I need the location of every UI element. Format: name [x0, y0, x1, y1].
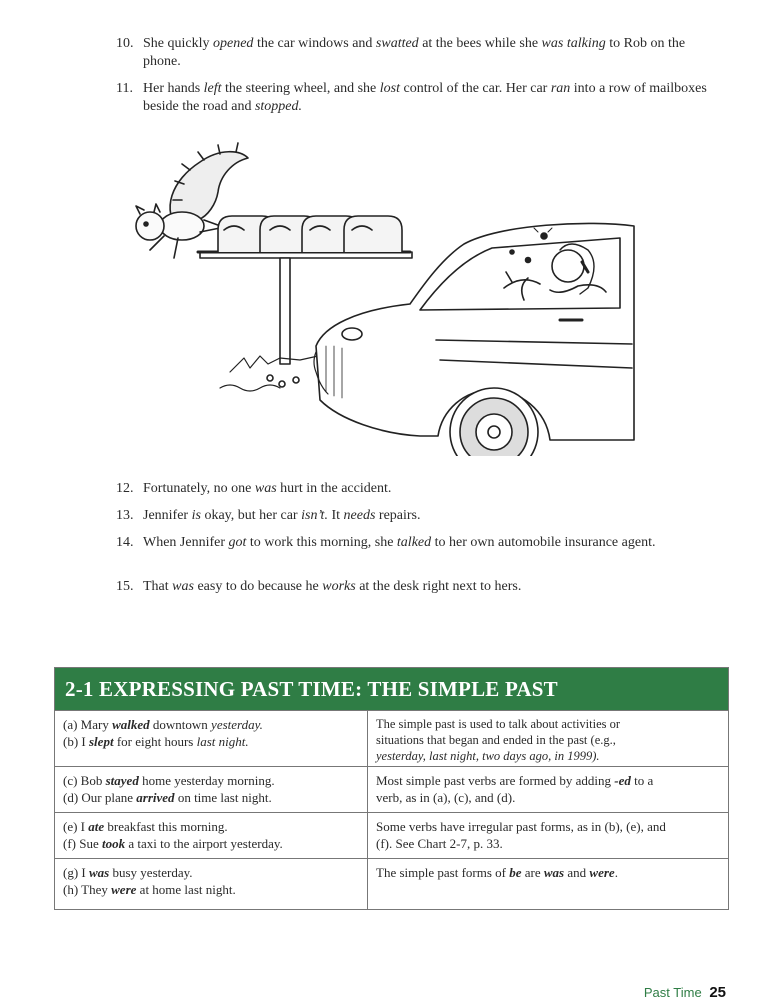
exercise-text-run: isn’t.	[301, 508, 328, 523]
example-sentence	[63, 835, 363, 852]
exercise-text-run: stopped.	[254, 99, 303, 114]
exercise-text	[143, 480, 708, 498]
chart-row	[55, 766, 728, 813]
example-run: was	[89, 865, 110, 880]
example-run: (c) Bob	[63, 773, 106, 788]
explanation-run: Most simple past verbs are formed by adding	[376, 773, 615, 788]
exercise-text-run: lost	[379, 81, 401, 96]
exercise-text	[143, 35, 708, 71]
exercise-text-run: the steering wheel, and she	[221, 81, 380, 96]
exercise-text-run: Jennifer	[143, 508, 192, 523]
exercise-text-run: left	[203, 81, 222, 96]
explanation-run: situations that began and ended in the past (e.g.,	[376, 733, 616, 747]
explanation-run: yesterday, last night, two days ago, in 1999).	[376, 749, 600, 763]
grammar-chart	[54, 667, 729, 910]
exercise-item	[116, 578, 708, 596]
example-run: (b) I	[63, 734, 89, 749]
chart-row	[55, 710, 728, 767]
exercise-text-run: got	[228, 535, 247, 550]
exercise-text	[143, 578, 708, 596]
exercise-text-run: swatted	[375, 36, 419, 51]
explanation-run: verb, as in (a), (c), and (d).	[376, 790, 516, 805]
example-run: (a) Mary	[63, 717, 113, 732]
exercise-text-run: She quickly	[143, 36, 213, 51]
example-run: (f) Sue	[63, 836, 102, 851]
example-run: (g) I	[63, 865, 89, 880]
explanation-run: Some verbs have irregular past forms, as in (b), (e), and	[376, 819, 666, 834]
page-footer	[644, 984, 726, 1001]
example-run: yesterday.	[211, 717, 263, 732]
exercise-text-run: hurt in the accident.	[276, 481, 392, 496]
exercise-text-run: at the bees while she	[418, 36, 542, 51]
explanation-line	[376, 716, 721, 732]
exercise-text-run: to Rob on the phone.	[143, 36, 686, 69]
example-run: on time last night.	[174, 790, 272, 805]
example-sentence	[63, 716, 363, 733]
example-sentence	[63, 881, 363, 898]
exercise-number: 10.	[116, 36, 134, 51]
explanation-run: was	[543, 865, 565, 880]
exercise-text-run: When Jennifer	[143, 535, 229, 550]
explanation-line	[376, 789, 721, 806]
exercise-text-run: opened	[213, 36, 254, 51]
exercise-text	[143, 80, 708, 116]
explanation-line	[376, 732, 721, 748]
exercise-number: 15.	[116, 579, 134, 594]
example-run: (d) Our plane	[63, 790, 137, 805]
example-run: home yesterday morning.	[138, 773, 275, 788]
explanation-line	[376, 818, 721, 835]
example-run: at home last night.	[136, 882, 236, 897]
explanation-line	[376, 748, 721, 764]
exercise-text-run: ran	[550, 81, 571, 96]
page-number: 25	[709, 984, 726, 1001]
exercise-text-run: Her hands	[143, 81, 204, 96]
exercise-text-run: the car windows and	[253, 36, 376, 51]
column-divider	[367, 767, 368, 813]
exercise-number: 14.	[116, 535, 134, 550]
exercise-text	[143, 507, 708, 525]
exercise-text-run: was	[254, 481, 277, 496]
example-run: stayed	[105, 773, 139, 788]
exercise-text-run: needs	[343, 508, 376, 523]
column-divider	[367, 711, 368, 767]
explanation-run: were	[589, 865, 615, 880]
example-sentence	[63, 818, 363, 835]
example-sentence	[63, 733, 363, 750]
exercise-item	[116, 507, 708, 525]
example-run: slept	[89, 734, 114, 749]
exercise-text-run: works	[322, 579, 356, 594]
explanation-run: and	[564, 865, 590, 880]
example-sentence	[63, 864, 363, 881]
explanation-run: The simple past forms of	[376, 865, 510, 880]
explanation-line	[376, 864, 721, 881]
example-run: for eight hours	[113, 734, 197, 749]
exercise-text-run: control of the car. Her car	[400, 81, 551, 96]
chart-title: 2-1 EXPRESSING PAST TIME: THE SIMPLE PAST	[55, 668, 728, 710]
exercise-text-run: to work this morning, she	[246, 535, 397, 550]
exercise-text-run: talked	[396, 535, 432, 550]
example-sentence	[63, 789, 363, 806]
explanation-run: .	[614, 865, 618, 880]
example-run: walked	[112, 717, 150, 732]
exercise-text	[143, 534, 708, 552]
chart-explanation	[376, 818, 721, 852]
exercise-text-run: okay, but her car	[200, 508, 302, 523]
exercise-number: 12.	[116, 481, 134, 496]
exercise-text-run: into a row of mailboxes beside the road and	[143, 81, 707, 114]
example-sentence	[63, 772, 363, 789]
example-run: breakfast this morning.	[104, 819, 228, 834]
explanation-run: are	[521, 865, 544, 880]
column-divider	[367, 859, 368, 910]
chart-row	[55, 858, 728, 910]
exercise-text-run: That	[143, 579, 173, 594]
exercise-text-run: was	[172, 579, 194, 594]
explanation-line	[376, 772, 721, 789]
chart-explanation	[376, 716, 721, 764]
chart-explanation	[376, 864, 721, 881]
exercise-item	[116, 80, 708, 116]
exercise-item	[116, 534, 708, 552]
chart-explanation	[376, 772, 721, 806]
footer-section-title: Past Time	[643, 985, 702, 1000]
example-run: ate	[88, 819, 105, 834]
exercise-item	[116, 35, 708, 71]
exercise-text-run: repairs.	[375, 508, 421, 523]
example-run: took	[102, 836, 126, 851]
exercise-text-run: Fortunately, no one	[143, 481, 255, 496]
chart-examples	[63, 818, 363, 852]
example-run: (h) They	[63, 882, 112, 897]
chart-examples	[63, 716, 363, 750]
exercise-text-run: at the desk right next to hers.	[355, 579, 522, 594]
example-run: busy yesterday.	[109, 865, 193, 880]
exercise-text-run: It	[327, 508, 344, 523]
example-run: were	[111, 882, 137, 897]
chart-examples	[63, 864, 363, 898]
chart-row	[55, 812, 728, 859]
explanation-run: (f). See Chart 2-7, p. 33.	[376, 836, 503, 851]
chart-examples	[63, 772, 363, 806]
explanation-line	[376, 835, 721, 852]
exercise-text-run: was talking	[541, 36, 606, 51]
explanation-run: -ed	[614, 773, 631, 788]
exercise-number: 11.	[116, 81, 133, 96]
example-run: a taxi to the airport yesterday.	[125, 836, 283, 851]
explanation-run: be	[509, 865, 522, 880]
car-mailbox-squirrel-illustration	[120, 140, 640, 456]
example-run: (e) I	[63, 819, 89, 834]
exercise-text-run: to her own automobile insurance agent.	[431, 535, 656, 550]
exercise-text-run: is	[191, 508, 201, 523]
example-run: downtown	[149, 717, 212, 732]
example-run: last night.	[196, 734, 249, 749]
column-divider	[367, 813, 368, 859]
exercise-text-run: easy to do because he	[193, 579, 323, 594]
explanation-run: to a	[630, 773, 654, 788]
exercise-item	[116, 480, 708, 498]
explanation-run: The simple past is used to talk about activities or	[376, 717, 621, 731]
example-run: arrived	[136, 790, 175, 805]
exercise-number: 13.	[116, 508, 134, 523]
